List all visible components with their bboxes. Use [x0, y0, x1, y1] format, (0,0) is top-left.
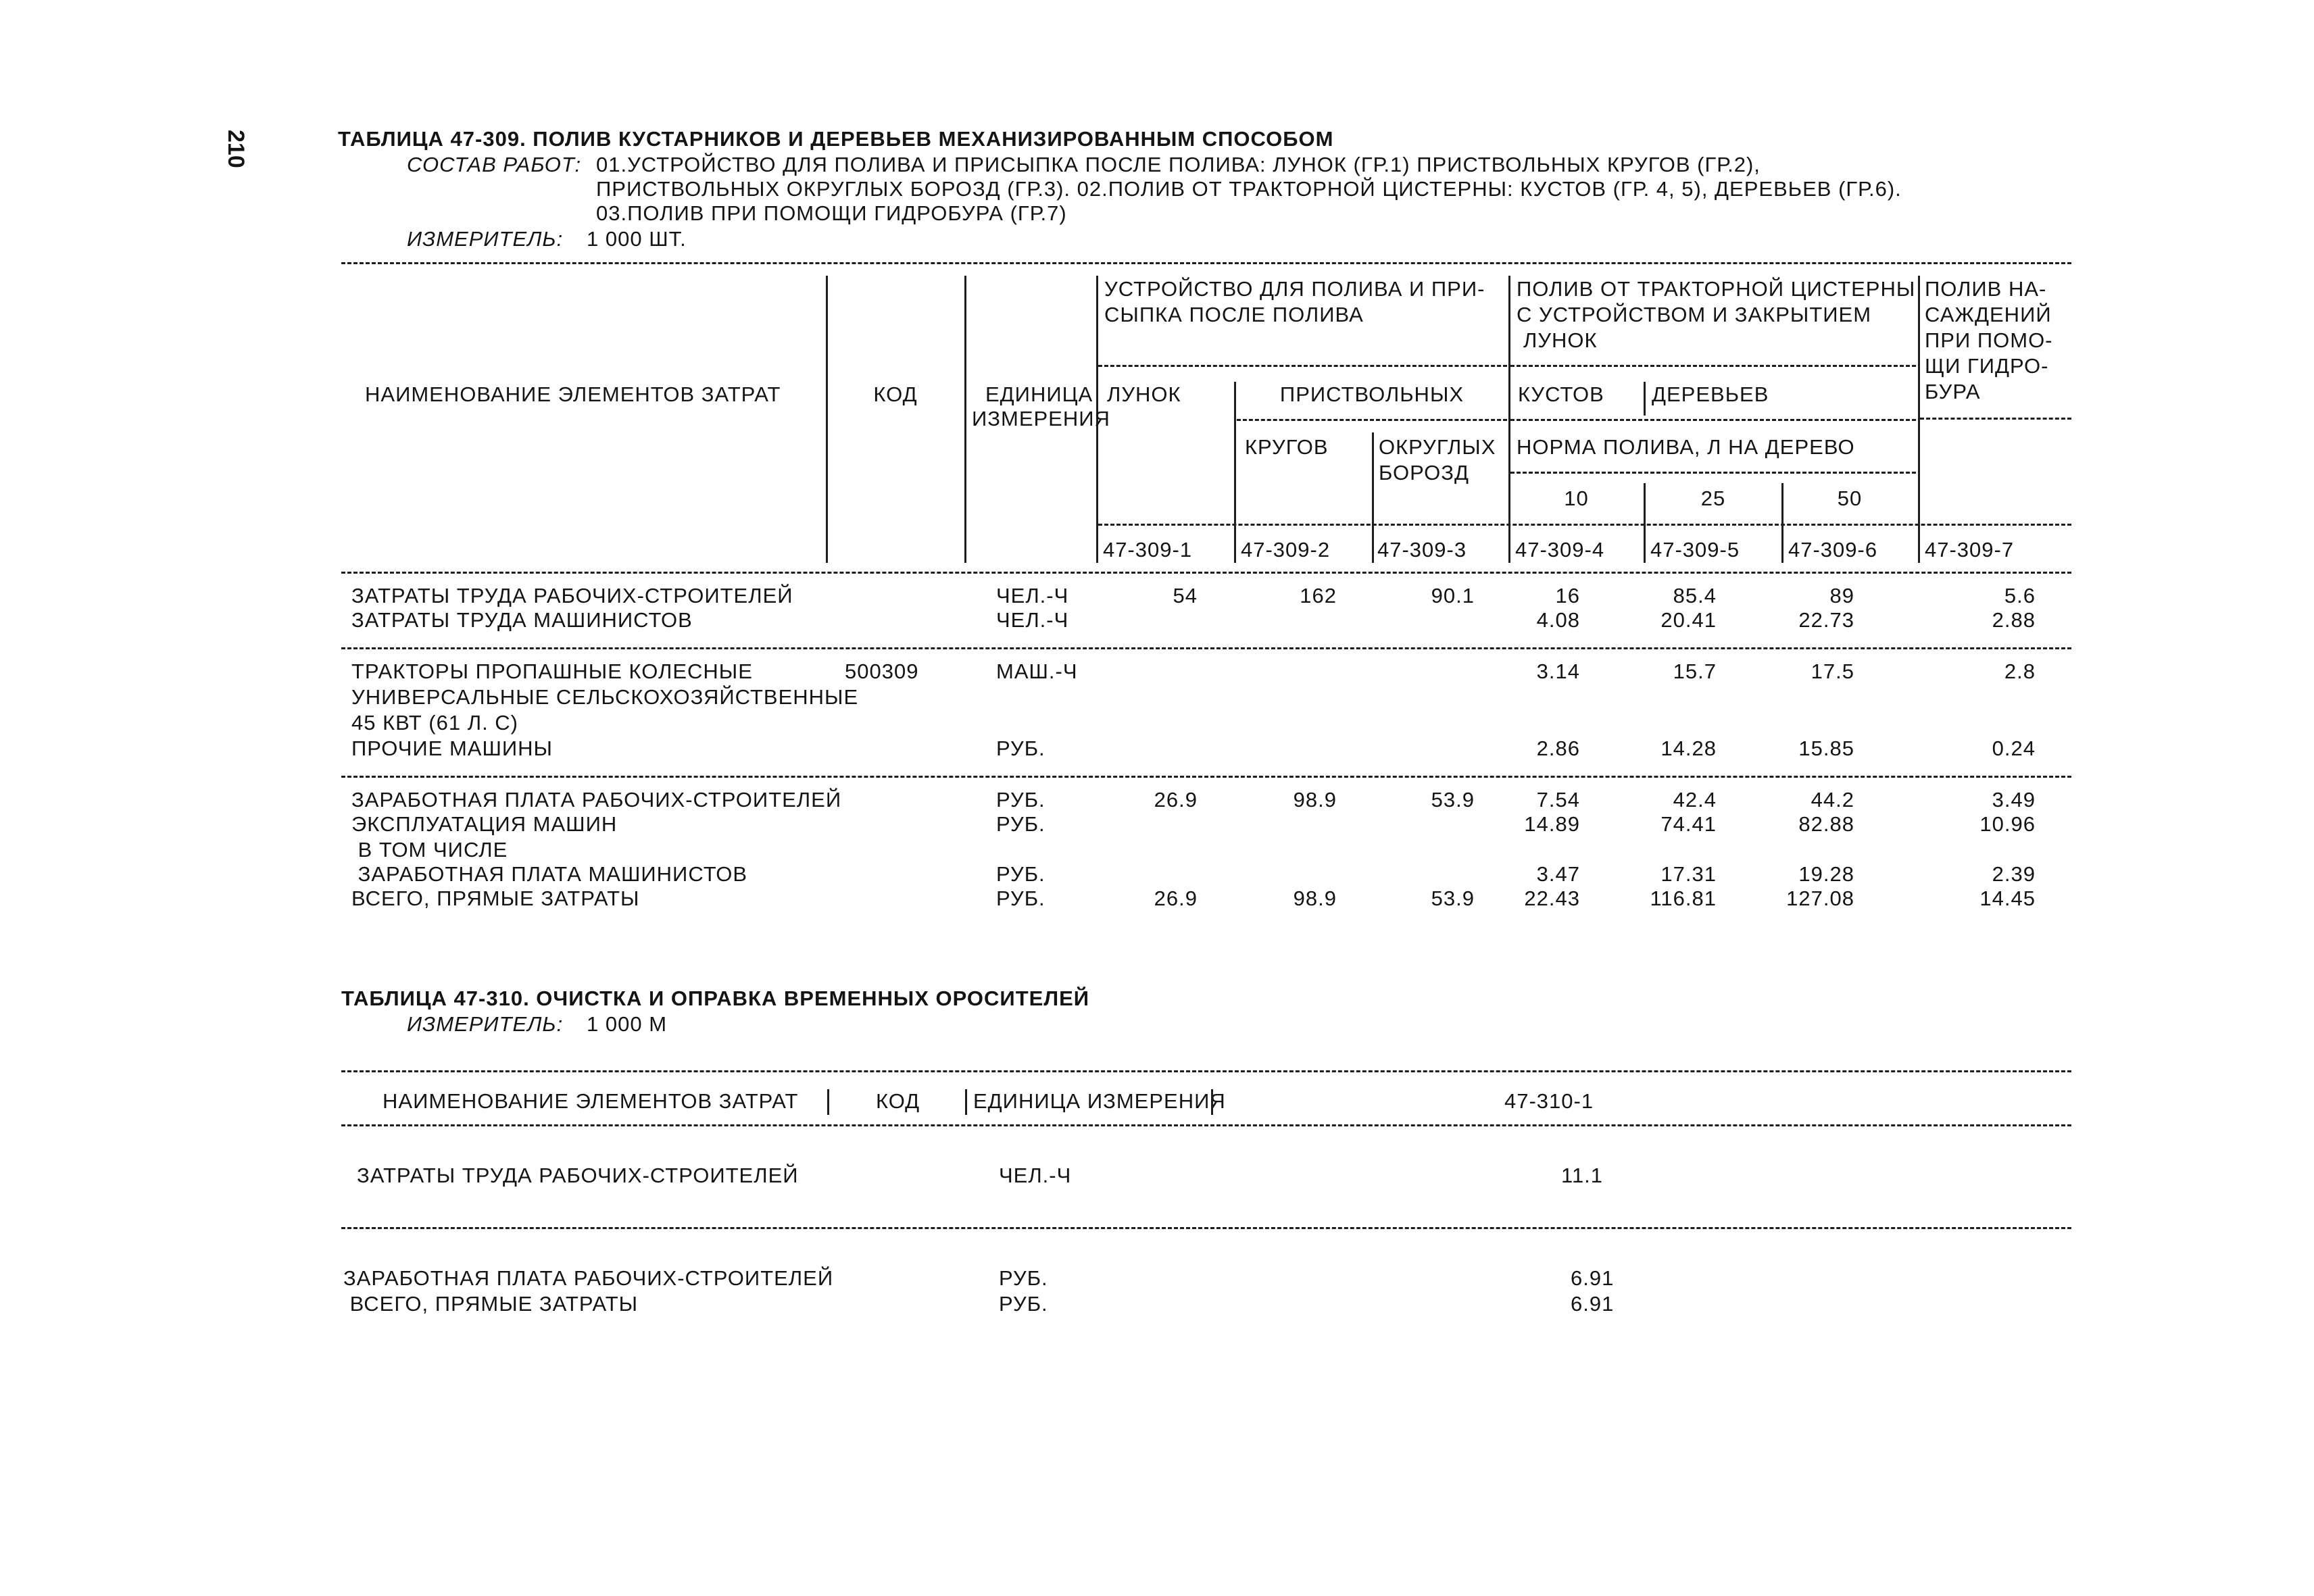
row-unit: РУБ.	[996, 737, 1045, 760]
row-value: 3.49	[1992, 788, 2036, 812]
row-value: 7.54	[1536, 788, 1580, 812]
group-1-line-1: УСТРОЙСТВО ДЛЯ ПОЛИВА И ПРИ-	[1104, 277, 1485, 301]
row-value: 3.47	[1536, 862, 1580, 886]
group-2-line-3: ЛУНОК	[1523, 328, 1598, 352]
row-value: 15.7	[1673, 659, 1717, 683]
page-number: 210	[223, 130, 249, 168]
subheader-norma: НОРМА ПОЛИВА, Л НА ДЕРЕВО	[1517, 435, 1855, 459]
header-separator	[1372, 432, 1374, 563]
col-code-2: 47-309-2	[1241, 538, 1331, 562]
t310-row-1-unit: ЧЕЛ.-Ч	[999, 1164, 1072, 1187]
row-value: 14.89	[1524, 812, 1580, 836]
subheader-pristv: ПРИСТВОЛЬНЫХ	[1279, 382, 1464, 406]
row-value: 116.81	[1650, 887, 1717, 910]
row-value: 90.1	[1431, 584, 1475, 607]
col-code-1: 47-309-1	[1103, 538, 1193, 562]
subheader-derevev: ДЕРЕВЬЕВ	[1652, 382, 1769, 406]
measure-value-310: 1 000 М	[587, 1012, 668, 1036]
row-name: ВСЕГО, ПРЯМЫЕ ЗАТРАТЫ	[351, 887, 640, 910]
group-3-line-5: БУРА	[1925, 380, 1981, 403]
row-value: 19.28	[1798, 862, 1854, 886]
row-value: 5.6	[2004, 584, 2036, 607]
header-separator	[827, 1089, 829, 1115]
measure-label-310: ИЗМЕРИТЕЛЬ:	[407, 1012, 564, 1036]
row-value: 162	[1300, 584, 1337, 607]
sostav-line-3: 03.ПОЛИВ ПРИ ПОМОЩИ ГИДРОБУРА (ГР.7)	[596, 201, 1067, 225]
t310-col-header-code: КОД	[876, 1089, 920, 1113]
t310-row-3-value: 6.91	[1571, 1292, 1615, 1316]
header-separator	[826, 276, 828, 563]
row-value: 26.9	[1154, 887, 1198, 910]
table-309-rule	[341, 776, 2071, 778]
t310-row-1-name: ЗАТРАТЫ ТРУДА РАБОЧИХ-СТРОИТЕЛЕЙ	[357, 1164, 799, 1187]
header-rule	[1098, 524, 2071, 526]
row-value: 2.8	[2004, 659, 2036, 683]
subheader-lunok: ЛУНОК	[1107, 382, 1181, 406]
group-3-line-4: ЩИ ГИДРО-	[1925, 354, 2049, 378]
row-value: 82.88	[1798, 812, 1854, 836]
row-name: ПРОЧИЕ МАШИНЫ	[351, 737, 553, 760]
header-rule	[1510, 472, 1916, 474]
row-name: 45 КВТ (61 Л. С)	[351, 711, 519, 734]
row-value: 10.96	[1979, 812, 2036, 836]
row-name: В ТОМ ЧИСЛЕ	[351, 838, 508, 862]
row-value: 20.41	[1660, 608, 1717, 632]
group-2-line-2: С УСТРОЙСТВОМ И ЗАКРЫТИЕМ	[1517, 303, 1872, 326]
sostav-line-2: ПРИСТВОЛЬНЫХ ОКРУГЛЫХ БОРОЗД (ГР.3). 02.ПОЛИВ ОТ ТРАКТОРНОЙ ЦИСТЕРНЫ: КУСТОВ (ГР. 4, 5), ДЕРЕВЬЕВ (ГР.6).	[596, 177, 1902, 201]
row-unit: МАШ.-Ч	[996, 659, 1078, 683]
row-value: 127.08	[1786, 887, 1854, 910]
group-3-line-2: САЖДЕНИЙ	[1925, 303, 2052, 326]
row-value: 2.39	[1992, 862, 2036, 886]
table-310-header-rule	[341, 1124, 2071, 1126]
table-309-header-rule	[341, 572, 2071, 574]
header-rule	[1510, 365, 1916, 367]
row-value: 4.08	[1536, 608, 1580, 632]
row-value: 26.9	[1154, 788, 1198, 812]
subheader-krugov: КРУГОВ	[1245, 435, 1329, 459]
group-3-line-1: ПОЛИВ НА-	[1925, 277, 2047, 301]
group-2-line-1: ПОЛИВ ОТ ТРАКТОРНОЙ ЦИСТЕРНЫ	[1517, 277, 1916, 301]
header-rule	[1920, 418, 2071, 420]
t310-row-2-name: ЗАРАБОТНАЯ ПЛАТА РАБОЧИХ-СТРОИТЕЛЕЙ	[343, 1266, 834, 1290]
header-separator	[1211, 1089, 1213, 1115]
row-unit: РУБ.	[996, 812, 1045, 836]
t310-row-2-value: 6.91	[1571, 1266, 1615, 1290]
col-code-7: 47-309-7	[1925, 538, 2015, 562]
row-value: 2.86	[1536, 737, 1580, 760]
t310-col-header-name: НАИМЕНОВАНИЕ ЭЛЕМЕНТОВ ЗАТРАТ	[383, 1089, 799, 1113]
row-value: 22.43	[1524, 887, 1580, 910]
group-1-line-2: СЫПКА ПОСЛЕ ПОЛИВА	[1104, 303, 1364, 326]
col-header-code: КОД	[873, 382, 918, 406]
col-code-3: 47-309-3	[1377, 538, 1467, 562]
measure-value-309: 1 000 ШТ.	[587, 227, 687, 251]
sostav-label: СОСТАВ РАБОТ:	[407, 153, 582, 176]
col-header-unit-2: ИЗМЕРЕНИЯ	[972, 407, 1110, 430]
table-309-rule	[341, 647, 2071, 649]
subheader-okrugl-1: ОКРУГЛЫХ	[1379, 435, 1496, 459]
row-value: 74.41	[1660, 812, 1717, 836]
norma-25: 25	[1700, 487, 1726, 510]
row-value: 98.9	[1293, 788, 1337, 812]
measure-label-309: ИЗМЕРИТЕЛЬ:	[407, 227, 564, 251]
row-unit: ЧЕЛ.-Ч	[996, 584, 1069, 607]
table-309-title: ТАБЛИЦА 47-309. ПОЛИВ КУСТАРНИКОВ И ДЕРЕВЬЕВ МЕХАНИЗИРОВАННЫМ СПОСОБОМ	[338, 127, 1334, 151]
row-value: 85.4	[1673, 584, 1717, 607]
row-name: ЗАТРАТЫ ТРУДА МАШИНИСТОВ	[351, 608, 693, 632]
row-value: 16	[1555, 584, 1580, 607]
row-unit: РУБ.	[996, 788, 1045, 812]
col-code-4: 47-309-4	[1515, 538, 1605, 562]
row-value: 15.85	[1798, 737, 1854, 760]
row-value: 14.45	[1979, 887, 2036, 910]
header-rule	[1237, 419, 1507, 421]
row-value: 17.31	[1660, 862, 1717, 886]
row-value: 89	[1829, 584, 1854, 607]
row-value: 42.4	[1673, 788, 1717, 812]
row-value: 14.28	[1660, 737, 1717, 760]
t310-col-header-col: 47-310-1	[1504, 1089, 1594, 1113]
row-value: 54	[1173, 584, 1198, 607]
row-name: ЭКСПЛУАТАЦИЯ МАШИН	[351, 812, 618, 836]
t310-row-1-value: 11.1	[1561, 1164, 1604, 1187]
row-name: ЗАРАБОТНАЯ ПЛАТА РАБОЧИХ-СТРОИТЕЛЕЙ	[351, 788, 842, 812]
row-value: 2.88	[1992, 608, 2036, 632]
row-unit: РУБ.	[996, 887, 1045, 910]
col-code-6: 47-309-6	[1788, 538, 1878, 562]
t310-col-header-unit: ЕДИНИЦА ИЗМЕРЕНИЯ	[973, 1089, 1226, 1113]
t310-row-3-name: ВСЕГО, ПРЯМЫЕ ЗАТРАТЫ	[343, 1292, 639, 1316]
t310-row-2-unit: РУБ.	[999, 1266, 1048, 1290]
header-rule	[1510, 419, 1916, 421]
row-name: УНИВЕРСАЛЬНЫЕ СЕЛЬСКОХОЗЯЙСТВЕННЫЕ	[351, 685, 859, 709]
header-separator	[1234, 382, 1236, 563]
row-value: 53.9	[1431, 788, 1475, 812]
header-separator	[964, 276, 966, 563]
row-name: ТРАКТОРЫ ПРОПАШНЫЕ КОЛЕСНЫЕ	[351, 659, 753, 683]
header-separator	[965, 1089, 967, 1115]
row-name: ЗАТРАТЫ ТРУДА РАБОЧИХ-СТРОИТЕЛЕЙ	[351, 584, 793, 607]
t310-row-3-unit: РУБ.	[999, 1292, 1048, 1316]
subheader-okrugl-2: БОРОЗД	[1379, 461, 1469, 484]
group-3-line-3: ПРИ ПОМО-	[1925, 328, 2053, 352]
row-value: 3.14	[1536, 659, 1580, 683]
row-unit: РУБ.	[996, 862, 1045, 886]
col-code-5: 47-309-5	[1650, 538, 1740, 562]
row-value: 0.24	[1992, 737, 2036, 760]
row-value: 53.9	[1431, 887, 1475, 910]
col-header-unit-1: ЕДИНИЦА	[985, 382, 1093, 406]
row-value: 98.9	[1293, 887, 1337, 910]
table-310-title: ТАБЛИЦА 47-310. ОЧИСТКА И ОПРАВКА ВРЕМЕННЫХ ОРОСИТЕЛЕЙ	[341, 987, 1090, 1010]
subheader-kustov: КУСТОВ	[1518, 382, 1604, 406]
row-value: 17.5	[1811, 659, 1854, 683]
table-310-top-rule	[341, 1070, 2071, 1072]
row-name: ЗАРАБОТНАЯ ПЛАТА МАШИНИСТОВ	[351, 862, 748, 886]
row-value: 22.73	[1798, 608, 1854, 632]
row-unit: ЧЕЛ.-Ч	[996, 608, 1069, 632]
table-310-rule	[341, 1227, 2071, 1229]
row-code: 500309	[845, 659, 919, 683]
norma-10: 10	[1564, 487, 1589, 510]
row-value: 44.2	[1811, 788, 1854, 812]
sostav-line-1: 01.УСТРОЙСТВО ДЛЯ ПОЛИВА И ПРИСЫПКА ПОСЛЕ ПОЛИВА: ЛУНОК (ГР.1) ПРИСТВОЛЬНЫХ КРУГОВ (ГР.2),	[596, 153, 1761, 176]
col-header-name: НАИМЕНОВАНИЕ ЭЛЕМЕНТОВ ЗАТРАТ	[365, 382, 781, 406]
table-309-top-rule	[341, 262, 2071, 264]
header-separator	[1644, 382, 1646, 416]
header-rule	[1098, 365, 1507, 367]
norma-50: 50	[1837, 487, 1863, 510]
